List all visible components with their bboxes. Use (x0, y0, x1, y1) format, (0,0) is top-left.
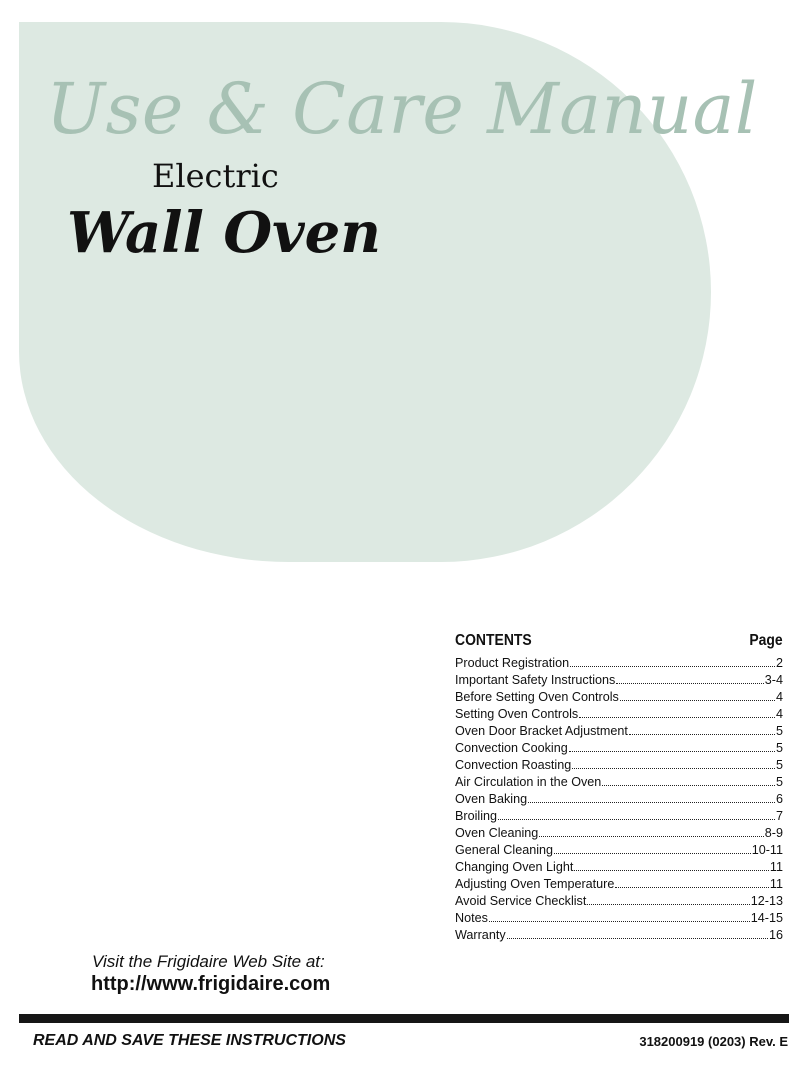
toc-entry-label: Changing Oven Light (455, 860, 574, 874)
toc-entry[interactable] (455, 705, 783, 722)
toc-entry-label: Oven Baking (455, 792, 528, 806)
toc-entry[interactable] (455, 875, 783, 892)
toc-entry-page: 4 (775, 707, 783, 721)
footer-part-number: 318200919 (0203) Rev. E (639, 1034, 788, 1049)
toc-entry[interactable] (455, 671, 783, 688)
toc-entry-label: Notes (455, 911, 488, 925)
toc-list (455, 654, 783, 943)
toc-entry-label: Air Circulation in the Oven (455, 775, 602, 789)
toc-leader-dots (616, 671, 764, 684)
toc-entry[interactable] (455, 722, 783, 739)
toc-entry[interactable] (455, 807, 783, 824)
toc-leader-dots (528, 790, 775, 803)
toc-entry[interactable] (455, 756, 783, 773)
toc-entry-page: 5 (775, 741, 783, 755)
toc-entry[interactable] (455, 824, 783, 841)
toc-entry-page: 12-13 (750, 894, 783, 908)
website-visit-text: Visit the Frigidaire Web Site at: (92, 952, 325, 971)
toc-entry-page: 10-11 (751, 843, 783, 857)
toc-entry[interactable] (455, 841, 783, 858)
toc-entry-page: 7 (775, 809, 783, 823)
toc-entry-page: 16 (768, 928, 783, 942)
toc-entry[interactable] (455, 892, 783, 909)
toc-leader-dots (539, 824, 763, 837)
toc-entry[interactable] (455, 858, 783, 875)
toc-leader-dots (554, 841, 751, 854)
toc-entry-label: Product Registration (455, 656, 570, 670)
toc-entry[interactable] (455, 773, 783, 790)
toc-entry-label: Warranty (455, 928, 506, 942)
toc-leader-dots (587, 892, 749, 905)
toc-entry-label: General Cleaning (455, 843, 554, 857)
toc-heading: CONTENTS (455, 632, 532, 649)
toc-entry-page: 2 (775, 656, 783, 670)
toc-leader-dots (620, 688, 775, 701)
toc-leader-dots (629, 722, 775, 735)
toc-leader-dots (489, 909, 750, 922)
toc-entry-page: 5 (775, 758, 783, 772)
manual-title: Use & Care Manual (46, 68, 758, 150)
toc-entry-page: 5 (775, 775, 783, 789)
toc-entry-page: 4 (775, 690, 783, 704)
toc-entry[interactable] (455, 688, 783, 705)
toc-entry-page: 6 (775, 792, 783, 806)
toc-leader-dots (574, 858, 769, 871)
toc-leader-dots (570, 654, 775, 667)
toc-entry-label: Important Safety Instructions (455, 673, 616, 687)
toc-leader-dots (569, 739, 775, 752)
toc-leader-dots (602, 773, 775, 786)
footer-divider (19, 1014, 789, 1023)
toc-leader-dots (579, 705, 775, 718)
toc-leader-dots (615, 875, 769, 888)
product-title: Wall Oven (67, 200, 382, 266)
toc-entry-label: Setting Oven Controls (455, 707, 579, 721)
toc-entry[interactable] (455, 654, 783, 671)
toc-entry[interactable] (455, 909, 783, 926)
toc-entry-label: Oven Door Bracket Adjustment (455, 724, 628, 738)
toc-page-heading: Page (749, 632, 783, 649)
toc-entry-label: Adjusting Oven Temperature (455, 877, 615, 891)
website-url-link[interactable]: http://www.frigidaire.com (91, 973, 331, 995)
toc-entry-label: Before Setting Oven Controls (455, 690, 619, 704)
toc-entry-page: 8-9 (764, 826, 783, 840)
toc-entry-label: Convection Roasting (455, 758, 572, 772)
toc-leader-dots (572, 756, 775, 769)
toc-entry-label: Oven Cleaning (455, 826, 539, 840)
toc-entry-label: Broiling (455, 809, 497, 823)
product-subtitle: Electric (152, 157, 279, 195)
toc-entry[interactable] (455, 790, 783, 807)
table-of-contents (455, 632, 783, 943)
toc-leader-dots (498, 807, 775, 820)
toc-leader-dots (507, 926, 768, 939)
toc-entry-page: 11 (769, 860, 783, 874)
toc-entry[interactable] (455, 739, 783, 756)
toc-entry-label: Avoid Service Checklist (455, 894, 587, 908)
footer-instruction: READ AND SAVE THESE INSTRUCTIONS (33, 1032, 346, 1049)
toc-entry-page: 3-4 (764, 673, 783, 687)
toc-header (455, 632, 783, 652)
toc-entry-page: 11 (769, 877, 783, 891)
toc-entry-label: Convection Cooking (455, 741, 568, 755)
toc-entry-page: 5 (775, 724, 783, 738)
toc-entry-page: 14-15 (750, 911, 783, 925)
toc-entry[interactable] (455, 926, 783, 943)
